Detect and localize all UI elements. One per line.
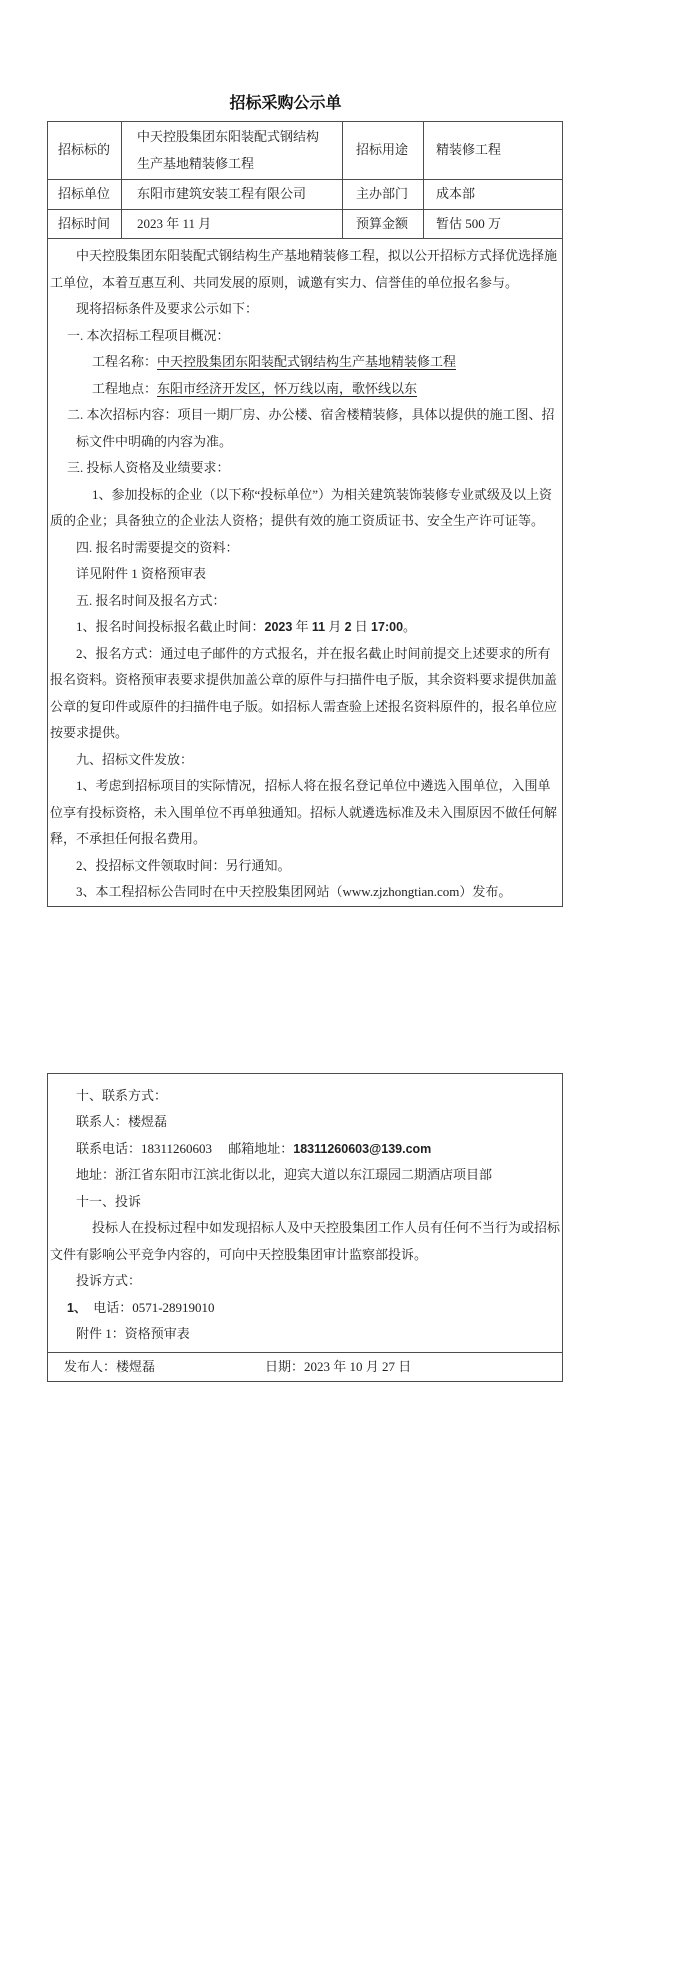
text-segment: 详见附件 1 资格预审表 bbox=[76, 566, 207, 581]
text-segment: 一. 本次招标工程项目概况： bbox=[67, 327, 230, 343]
doc-paragraph bbox=[50, 747, 560, 774]
text-segment: 联系电话：18311260603 邮箱地址： bbox=[76, 1140, 294, 1156]
text-segment: 18311260603@139.com bbox=[293, 1141, 432, 1156]
text-segment: 工程名称： bbox=[92, 354, 158, 369]
text-segment: 2023 bbox=[264, 620, 293, 634]
doc-paragraph bbox=[50, 561, 560, 588]
text-segment: 东阳市经济开发区，怀万线以南，歌怀线以东 bbox=[157, 380, 418, 396]
doc-paragraph bbox=[50, 1109, 560, 1136]
text-segment: 三. 投标人资格及业绩要求： bbox=[67, 460, 230, 475]
text-segment: 二. 本次招标内容：项目一期厂房、办公楼、宿舍楼精装修，具体以提供的施工图、招标文件中明确的内容为准。 bbox=[67, 407, 555, 449]
doc-paragraph bbox=[50, 588, 560, 615]
doc-paragraph bbox=[50, 482, 560, 535]
text-segment: 地址：浙江省东阳市江滨北街以北，迎宾大道以东江璟园二期酒店项目部 bbox=[76, 1167, 493, 1182]
bid-unit-label: 招标单位 bbox=[48, 180, 122, 210]
text-segment: 十、联系方式： bbox=[76, 1087, 168, 1103]
text-segment: 1、考虑到招标项目的实际情况，招标人将在报名登记单位中遴选入围单位，入围单位享有投标资格，未入围单位不再单独通知。招标人就遴选标准及未入围原因不做任何解释，不承担任何报名费用。 bbox=[50, 778, 558, 846]
table-row bbox=[48, 1353, 563, 1382]
text-segment: 联系人：楼煜磊 bbox=[76, 1114, 168, 1129]
page-title: 招标采购公示单 bbox=[229, 95, 342, 112]
publisher-footer bbox=[48, 1353, 563, 1382]
text-segment: 十一、投诉 bbox=[76, 1193, 142, 1209]
text-segment: 九、招标文件发放： bbox=[76, 751, 194, 767]
doc-paragraph bbox=[50, 455, 560, 482]
bid-time-value: 2023 年 11 月 bbox=[122, 209, 343, 239]
bid-time-label: 招标时间 bbox=[48, 209, 122, 239]
contact-body bbox=[48, 1074, 563, 1353]
publish-date-text: 日期：2023 年 10 月 27 日 bbox=[265, 1359, 412, 1374]
text-segment: 2、报名方式：通过电子邮件的方式报名，并在报名截止时间前提交上述要求的所有报名资料。资格预审表要求提供加盖公章的原件与扫描件电子版，其余资料要求提供加盖公章的复印件或原件的扫描件电子版。如招标人需查验上述报名资料原件的，报名单位应按要求提供。 bbox=[50, 645, 558, 740]
text-segment: 。 bbox=[403, 619, 417, 634]
text-segment: 2、投招标文件领取时间：另行通知。 bbox=[76, 857, 291, 873]
text-segment: 附件 1：资格预审表 bbox=[76, 1326, 190, 1341]
text-segment: 电话：0571-28919010 bbox=[80, 1299, 215, 1315]
contact-table bbox=[47, 1073, 563, 1382]
text-segment: 3、本工程招标公告同时在中天控股集团网站（www.zjzhongtian.com）发布。 bbox=[76, 884, 512, 899]
text-segment: 月 bbox=[325, 619, 345, 634]
doc-paragraph bbox=[50, 853, 560, 880]
text-segment: 11 bbox=[311, 620, 326, 634]
bid-purpose-label: 招标用途 bbox=[343, 122, 424, 180]
doc-paragraph bbox=[50, 1295, 560, 1322]
doc-paragraph bbox=[50, 1083, 560, 1110]
host-dept-label: 主办部门 bbox=[343, 180, 424, 210]
text-segment: 中天控股集团东阳装配式钢结构生产基地精装修工程，拟以公开招标方式择优选择施工单位，本着互惠互利、共同发展的原则，诚邀有实力、信誉佳的单位报名参与。 bbox=[50, 248, 558, 290]
doc-paragraph bbox=[50, 1268, 560, 1295]
doc-paragraph bbox=[50, 296, 560, 323]
bid-subject-value: 中天控股集团东阳装配式钢结构生产基地精装修工程 bbox=[122, 122, 343, 180]
doc-paragraph bbox=[50, 243, 560, 296]
doc-paragraph bbox=[50, 1162, 560, 1189]
text-segment: 五. 报名时间及报名方式： bbox=[76, 592, 226, 608]
text-segment: 投诉方式： bbox=[76, 1273, 142, 1288]
table-row bbox=[48, 1074, 563, 1353]
info-table bbox=[47, 121, 563, 907]
footer-line bbox=[49, 1354, 561, 1380]
doc-paragraph bbox=[50, 349, 560, 376]
table-row bbox=[48, 239, 563, 907]
budget-value: 暂估 500 万 bbox=[424, 209, 563, 239]
text-segment: 1、报名时间投标报名截止时间： bbox=[76, 619, 265, 634]
table-row bbox=[48, 122, 563, 180]
doc-paragraph bbox=[50, 1215, 560, 1268]
budget-label: 预算金额 bbox=[343, 209, 424, 239]
text-segment: 投标人在投标过程中如发现招标人及中天控股集团工作人员有任何不当行为或招标文件有影响公平竞争内容的，可向中天控股集团审计监察部投诉。 bbox=[50, 1220, 561, 1262]
text-segment: 1、参加投标的企业（以下称“投标单位”）为相关建筑装饰装修专业贰级及以上资质的企业；具备独立的企业法人资格；提供有效的施工资质证书、安全生产许可证等。 bbox=[50, 486, 553, 528]
doc-paragraph bbox=[50, 1321, 560, 1348]
table-row bbox=[48, 180, 563, 210]
text-segment: 17:00 bbox=[371, 620, 404, 634]
doc-paragraph bbox=[50, 1136, 560, 1163]
doc-paragraph bbox=[50, 535, 560, 562]
table-row bbox=[48, 209, 563, 239]
text-segment: 1、 bbox=[67, 1300, 81, 1315]
host-dept-value: 成本部 bbox=[424, 180, 563, 210]
doc-paragraph bbox=[50, 1189, 560, 1216]
bid-purpose-value: 精装修工程 bbox=[424, 122, 563, 180]
text-segment: 年 bbox=[292, 619, 312, 634]
bid-unit-value: 东阳市建筑安装工程有限公司 bbox=[122, 180, 343, 210]
text-segment: 工程地点： bbox=[92, 380, 158, 396]
doc-paragraph bbox=[50, 773, 560, 853]
doc-paragraph bbox=[50, 879, 560, 906]
doc-paragraph bbox=[50, 323, 560, 350]
text-segment: 现将招标条件及要求公示如下： bbox=[76, 301, 259, 316]
announcement-body bbox=[48, 239, 563, 907]
doc-paragraph bbox=[50, 614, 560, 641]
text-segment: 中天控股集团东阳装配式钢结构生产基地精装修工程 bbox=[157, 354, 457, 369]
doc-paragraph bbox=[50, 641, 560, 747]
text-segment: 日 bbox=[351, 619, 372, 634]
publisher-text: 发布人：楼煜磊 bbox=[64, 1359, 156, 1374]
text-segment: 四. 报名时需要提交的资料： bbox=[76, 539, 239, 555]
text-segment: 2 bbox=[344, 620, 352, 634]
doc-paragraph bbox=[50, 402, 560, 455]
bid-subject-label: 招标标的 bbox=[48, 122, 122, 180]
doc-paragraph bbox=[50, 376, 560, 403]
